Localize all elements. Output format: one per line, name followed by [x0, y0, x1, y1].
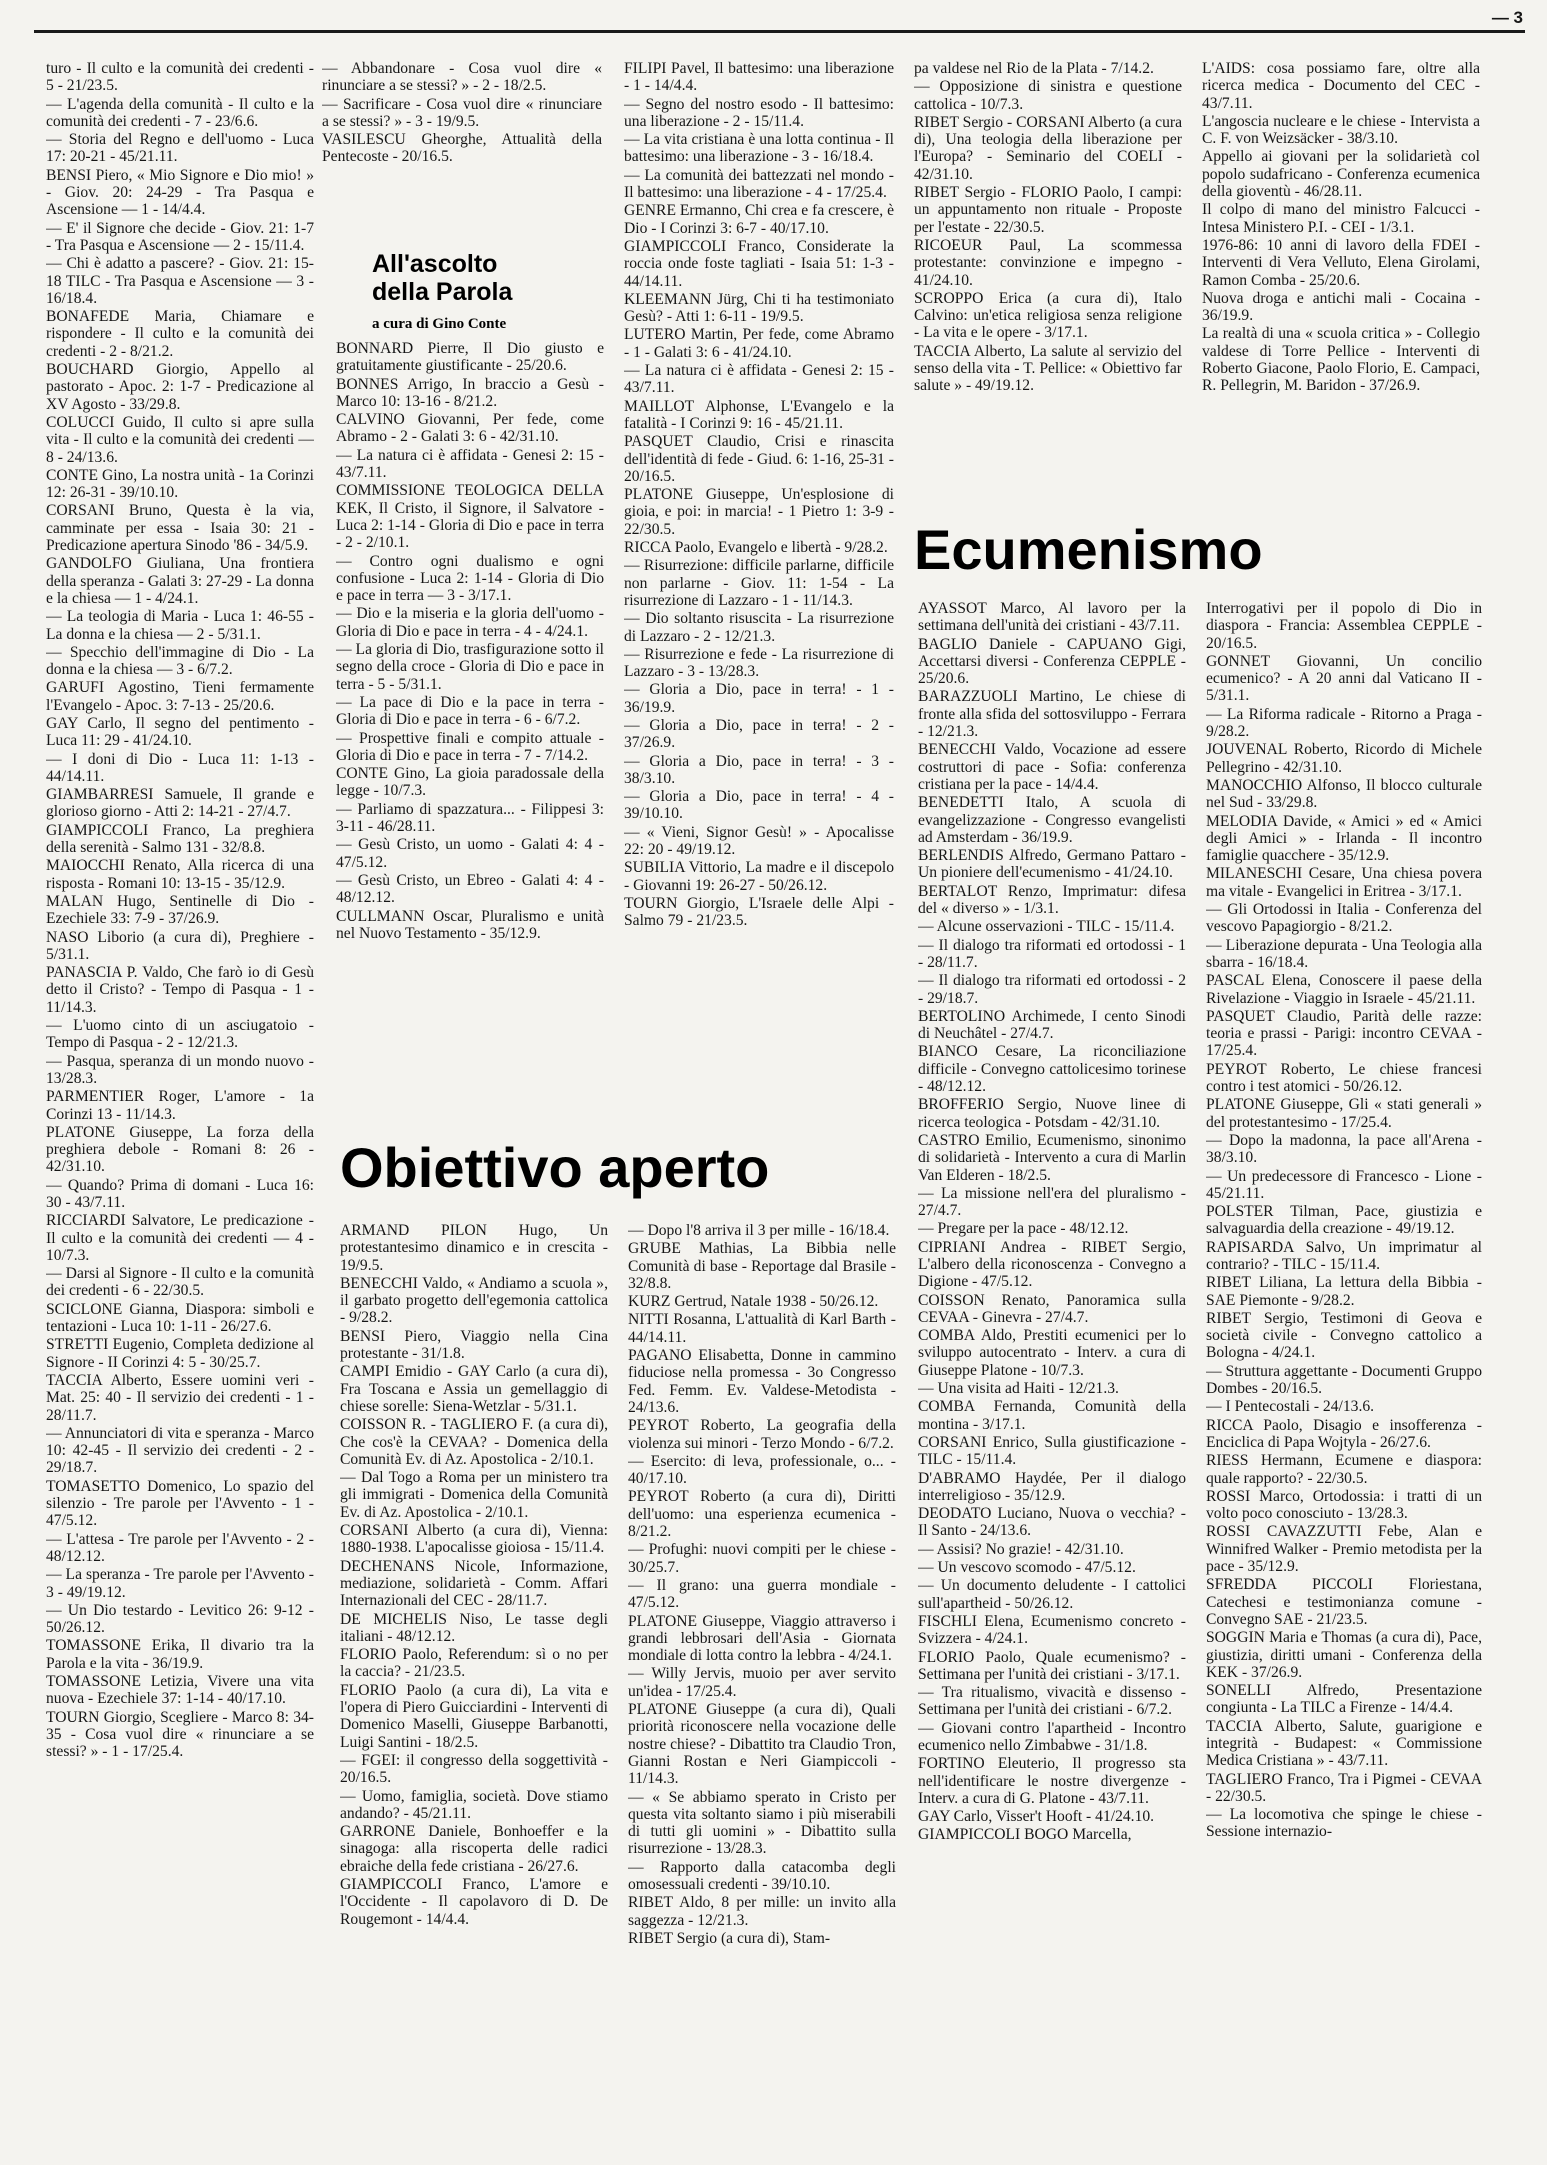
index-entry: — Opposizione di sinistra e questione cattolica - 10/7.3. — [914, 78, 1182, 113]
index-entry: ROSSI CAVAZZUTTI Febe, Alan e Winnifred Walker - Premio metodista per la pace - 35/12.9. — [1206, 1523, 1482, 1576]
index-entry: NASO Liborio (a cura di), Preghiere - 5/31.1. — [46, 928, 314, 963]
index-entry: BERTALOT Renzo, Imprimatur: difesa del « diverso » - 1/3.1. — [918, 882, 1186, 918]
index-entry: PAGANO Elisabetta, Donne in cammino fiduciose nella promessa - 3o Congresso Fed. Femm. Ev. Valdese-Metodista - 24/13.6. — [628, 1347, 896, 1416]
index-entry: TACCIA Alberto, Essere uomini veri - Mat. 25: 40 - Il servizio dei credenti - 1 - 28/11.7. — [46, 1371, 314, 1424]
index-entry: — Gloria a Dio, pace in terra! - 1 - 36/19.9. — [624, 681, 894, 716]
index-entry: MAILLOT Alphonse, L'Evangelo e la fatalità - I Corinzi 9: 16 - 45/21.11. — [624, 397, 894, 432]
index-entry: Appello ai giovani per la solidarietà col popolo sudafricano - Conferenza ecumenica della gioventù - 46/28.11. — [1202, 148, 1480, 201]
index-entry: KURZ Gertrud, Natale 1938 - 50/26.12. — [628, 1293, 879, 1311]
index-entry: — Rapporto dalla catacomba degli omosessuali credenti - 39/10.10. — [628, 1858, 896, 1893]
index-entry: KLEEMANN Jürg, Chi ti ha testimoniato Gesù? - Atti 1: 6-11 - 19/9.5. — [624, 290, 894, 326]
index-entry: BROFFERIO Sergio, Nuove linee di ricerca teologica - Potsdam - 42/31.10. — [918, 1096, 1186, 1131]
index-entry: BERLENDIS Alfredo, Germano Pattaro - Un pioniere dell'ecumenismo - 41/24.10. — [918, 847, 1186, 882]
index-entry: BARAZZUOLI Martino, Le chiese di fronte alla sfida del sottosviluppo - Ferrara - 12/21.3. — [918, 688, 1186, 741]
index-entry: TACCIA Alberto, La salute al servizio del senso della vita - T. Pellice: « Obiettivo far salute » - 49/19.12. — [914, 342, 1182, 395]
index-entry: — La missione nell'era del pluralismo - 27/4.7. — [918, 1184, 1186, 1220]
index-entry: — Storia del Regno e dell'uomo - Luca 17: 20-21 - 45/21.11. — [46, 131, 314, 166]
index-entry: COISSON R. - TAGLIERO F. (a cura di), Che cos'è la CEVAA? - Domenica della Comunità Ev. di Az. Apostolica - 2/10.1. — [340, 1416, 608, 1468]
index-entry: RAPISARDA Salvo, Un imprimatur al contrario? - TILC - 15/11.4. — [1206, 1238, 1482, 1273]
index-entry: La realtà di una « scuola critica » - Collegio valdese di Torre Pellice - Interventi di Roberto Giacone, Paolo Florio, E. Campaci, R. Pellegrin, M. Baridon - 37/26.9. — [1202, 325, 1480, 395]
index-entry: TOURN Giorgio, L'Israele delle Alpi - Salmo 79 - 21/23.5. — [624, 894, 894, 930]
index-entry: RICCA Paolo, Evangelo e libertà - 9/28.2. — [624, 539, 888, 557]
index-entry: — Parliamo di spazzatura... - Filippesi 3: 3-11 - 46/28.11. — [336, 800, 604, 836]
index-entry: CAMPI Emidio - GAY Carlo (a cura di), Fra Toscana e Assia un gemellaggio di chiese sorelle: Siena-Wetzlar - 5/31.1. — [340, 1363, 608, 1415]
index-entry: SOGGIN Maria e Thomas (a cura di), Pace, giustizia, diritti umani - Conferenza della KEK - 37/26.9. — [1206, 1629, 1482, 1681]
index-entry: GONNET Giovanni, Un concilio ecumenico? - A 20 anni dal Vaticano II - 5/31.1. — [1206, 652, 1482, 705]
index-entry: DE MICHELIS Niso, Le tasse degli italiani - 48/12.12. — [340, 1610, 608, 1645]
index-entry: CULLMANN Oscar, Pluralismo e unità nel Nuovo Testamento - 35/12.9. — [336, 907, 604, 942]
index-entry: RIESS Hermann, Ecumene e diaspora: quale rapporto? - 22/30.5. — [1206, 1452, 1482, 1487]
index-entry: GIAMPICCOLI Franco, L'amore e l'Occidente - Il capolavoro di D. De Rougemont - 14/4.4. — [340, 1875, 608, 1928]
index-entry: BAGLIO Daniele - CAPUANO Gigi, Accettarsi diversi - Conferenza CEPPLE - 25/20.6. — [918, 635, 1186, 688]
index-entry: TOMASSONE Erika, Il divario tra la Parola e la vita - 36/19.9. — [46, 1637, 314, 1672]
index-entry: pa valdese nel Rio de la Plata - 7/14.2. — [914, 60, 1154, 77]
index-entry: BENSI Piero, Viaggio nella Cina protestante - 31/1.8. — [340, 1327, 608, 1363]
index-entry: FILIPI Pavel, Il battesimo: una liberazione - 1 - 14/4.4. — [624, 60, 894, 95]
index-entry: Interrogativi per il popolo di Dio in diaspora - Francia: Assemblea CEPPLE - 20/16.5. — [1206, 600, 1482, 652]
column-ecumenismo-1 — [918, 600, 1186, 2162]
index-entry: — L'uomo cinto di un asciugatoio - Tempo di Pasqua - 2 - 12/21.3. — [46, 1017, 314, 1052]
index-entry: — Giovani contro l'apartheid - Incontro ecumenico nello Zimbabwe - 31/1.8. — [918, 1719, 1186, 1754]
index-entry: MILANESCHI Cesare, Una chiesa povera ma vitale - Evangelici in Eritrea - 3/17.1. — [1206, 865, 1482, 900]
index-entry: RIBET Sergio (a cura di), Stam- — [628, 1929, 831, 1947]
index-entry: PEYROT Roberto, La geografia della violenza sui minori - Terzo Mondo - 6/7.2. — [628, 1417, 896, 1452]
index-entry: CALVINO Giovanni, Per fede, come Abramo - 2 - Galati 3: 6 - 42/31.10. — [336, 411, 604, 446]
index-entry: FLORIO Paolo, Referendum: sì o no per la caccia? - 21/23.5. — [340, 1646, 608, 1681]
index-entry: SONELLI Alfredo, Presentazione congiunta - La TILC a Firenze - 14/4.4. — [1206, 1682, 1482, 1717]
index-entry: DEODATO Luciano, Nuova o vecchia? - Il Santo - 24/13.6. — [918, 1505, 1186, 1540]
index-entry: CORSANI Bruno, Questa è la via, camminate per essa - Isaia 30: 21 - Predicazione apertura Sinodo '86 - 34/5.9. — [46, 502, 314, 555]
index-entry: BONNES Arrigo, In braccio a Gesù - Marco 10: 13-16 - 8/21.2. — [336, 375, 604, 410]
index-entry: — L'agenda della comunità - Il culto e la comunità dei credenti - 7 - 23/6.6. — [46, 95, 314, 130]
index-entry: PLATONE Giuseppe, La forza della preghiera debole - Romani 8: 26 - 42/31.10. — [46, 1123, 314, 1176]
index-entry: JOUVENAL Roberto, Ricordo di Michele Pellegrino - 42/31.10. — [1206, 741, 1482, 776]
index-entry: — Profughi: nuovi compiti per le chiese - 30/25.7. — [628, 1541, 896, 1576]
index-entry: — Dio e la miseria e la gloria dell'uomo - Gloria di Dio e pace in terra - 4 - 4/24.1. — [336, 605, 604, 640]
section-ecumenismo-heading: Ecumenismo — [914, 518, 1263, 581]
index-entry: — Willy Jervis, muoio per aver servito un'idea - 17/25.4. — [628, 1665, 896, 1700]
index-entry: — Darsi al Signore - Il culto e la comunità dei credenti - 6 - 22/30.5. — [46, 1265, 314, 1300]
index-entry: SCROPPO Erica (a cura di), Italo Calvino: un'etica religiosa senza religione - La vita e le opere - 3/17.1. — [914, 289, 1182, 342]
index-entry: CONTE Gino, La nostra unità - 1a Corinzi 12: 26-31 - 39/10.10. — [46, 466, 314, 502]
index-entry: RIBET Sergio - CORSANI Alberto (a cura di), Una teologia della liberazione per l'Europa? - Seminario del COELI - 42/31.10. — [914, 113, 1182, 183]
index-entry: — Struttura aggettante - Documenti Gruppo Dombes - 20/16.5. — [1206, 1362, 1482, 1398]
ascolto-title-line-1: All'ascolto — [372, 250, 498, 278]
index-entry: PARMENTIER Roger, L'amore - 1a Corinzi 13 - 11/14.3. — [46, 1088, 314, 1123]
index-entry: — Gesù Cristo, un uomo - Galati 4: 4 - 47/5.12. — [336, 836, 604, 871]
index-entry: VASILESCU Gheorghe, Attualità della Pentecoste - 20/16.5. — [322, 131, 602, 166]
index-entry: — Uomo, famiglia, società. Dove stiamo andando? - 45/21.11. — [340, 1787, 608, 1822]
index-entry: PASQUET Claudio, Parità delle razze: teoria e prassi - Parigi: incontro CEVAA - 17/25.4. — [1206, 1007, 1482, 1060]
index-entry: PASCAL Elena, Conoscere il paese della Rivelazione - Viaggio in Israele - 45/21.11. — [1206, 972, 1482, 1007]
index-entry: — Un Dio testardo - Levitico 26: 9-12 - 50/26.12. — [46, 1601, 314, 1637]
index-entry: — Specchio dell'immagine di Dio - La donna e la chiesa — 3 - 6/7.2. — [46, 643, 314, 679]
index-entry: — I doni di Dio - Luca 11: 1-13 - 44/14.11. — [46, 750, 314, 785]
index-entry: SFREDDA PICCOLI Floriestana, Catechesi e testimonianza comune - Convegno SAE - 21/23.5. — [1206, 1576, 1482, 1628]
index-entry: PLATONE Giuseppe, Un'esplosione di gioia, e poi: in marcia! - 1 Pietro 1: 3-9 - 22/30.5. — [624, 486, 894, 538]
column-ascolto-2 — [336, 340, 604, 1160]
index-entry: — Un vescovo scomodo - 47/5.12. — [918, 1559, 1136, 1577]
index-entry: SUBILIA Vittorio, La madre e il discepolo - Giovanni 19: 26-27 - 50/26.12. — [624, 859, 894, 894]
index-entry: — I Pentecostali - 24/13.6. — [1206, 1398, 1375, 1416]
index-entry: — Gloria a Dio, pace in terra! - 3 - 38/3.10. — [624, 752, 894, 787]
column-ascolto-2-top — [322, 60, 602, 235]
index-entry: RIBET Liliana, La lettura della Bibbia - SAE Piemonte - 9/28.2. — [1206, 1274, 1482, 1309]
index-entry: — Chi è adatto a pascere? - Giov. 21: 15-18 TILC - Tra Pasqua e Ascensione — 3 - 16/18.4. — [46, 255, 314, 307]
top-rule — [34, 30, 1525, 33]
index-entry: — La natura ci è affidata - Genesi 2: 15 - 43/7.11. — [336, 446, 604, 482]
index-entry: COMBA Fernanda, Comunità della montina - 3/17.1. — [918, 1398, 1186, 1433]
index-entry: L'angoscia nucleare e le chiese - Intervista a C. F. von Weizsäcker - 38/3.10. — [1202, 112, 1480, 148]
index-entry: FISCHLI Elena, Ecumenismo concreto - Svizzera - 4/24.1. — [918, 1612, 1186, 1648]
index-entry: — Gesù Cristo, un Ebreo - Galati 4: 4 - 48/12.12. — [336, 871, 604, 907]
index-entry: TAGLIERO Franco, Tra i Pigmei - CEVAA - 22/30.5. — [1206, 1770, 1482, 1805]
index-entry: GIAMPICCOLI Franco, La preghiera della serenità - Salmo 131 - 32/8.8. — [46, 821, 314, 857]
index-entry: PASQUET Claudio, Crisi e rinascita dell'identità di fede - Giud. 6: 1-16, 25-31 - 20/16.5. — [624, 433, 894, 485]
index-entry: MANOCCHIO Alfonso, Il blocco culturale nel Sud - 33/29.8. — [1206, 776, 1482, 812]
index-entry: — La Riforma radicale - Ritorno a Praga - 9/28.2. — [1206, 705, 1482, 741]
index-entry: COLUCCI Guido, Il culto si apre sulla vita - Il culto e la comunità dei credenti — 8 - 24/13.6. — [46, 413, 314, 466]
index-entry: — « Se abbiamo sperato in Cristo per questa vita soltanto siamo i più miserabili di tutti gli uomini » - Dibattito sulla risurrezione - 13/28.3. — [628, 1788, 896, 1858]
index-entry: CORSANI Alberto (a cura di), Vienna: 1880-1938. L'apocalisse gioiosa - 15/11.4. — [340, 1522, 608, 1557]
index-entry: STRETTI Eugenio, Completa dedizione al Signore - II Corinzi 4: 5 - 30/25.7. — [46, 1336, 314, 1371]
ascolto-title-line-2: della Parola — [372, 278, 513, 306]
index-entry: Nuova droga e antichi mali - Cocaina - 36/19.9. — [1202, 289, 1480, 325]
index-entry: — L'attesa - Tre parole per l'Avvento - 2 - 48/12.12. — [46, 1530, 314, 1565]
index-entry: TACCIA Alberto, Salute, guarigione e integrità - Budapest: « Commissione Medica Cristiana » - 43/7.11. — [1206, 1717, 1482, 1770]
index-entry: FORTINO Eleuterio, Il progresso sta nell'identificare le nostre divergenze - Interv. a cura di G. Platone - 43/7.11. — [918, 1755, 1186, 1807]
index-entry: — La comunità dei battezzati nel mondo - Il battesimo: una liberazione - 4 - 17/25.4. — [624, 166, 894, 202]
index-entry: FLORIO Paolo, Quale ecumenismo? - Settimana per l'unità dei cristiani - 3/17.1. — [918, 1648, 1186, 1683]
index-entry: CIPRIANI Andrea - RIBET Sergio, L'albero della riconoscenza - Convegno a Digione - 47/5.12. — [918, 1238, 1186, 1291]
index-entry: 1976-86: 10 anni di lavoro della FDEI - Interventi di Vera Velluto, Elena Girolami, Ramon Comba - 25/20.6. — [1202, 236, 1480, 289]
index-entry: BENECCHI Valdo, « Andiamo a scuola », il garbato progetto dell'egemonia cattolica - 9/28.2. — [340, 1274, 608, 1327]
index-entry: — Gloria a Dio, pace in terra! - 2 - 37/26.9. — [624, 716, 894, 752]
index-entry: LUTERO Martin, Per fede, come Abramo - 1 - Galati 3: 6 - 41/24.10. — [624, 326, 894, 361]
ascolto-credit: a cura di Gino Conte — [372, 316, 507, 332]
index-entry: BONNARD Pierre, Il Dio giusto e gratuitamente giustificante - 25/20.6. — [336, 340, 604, 375]
index-entry: SCICLONE Gianna, Diaspora: simboli e tentazioni - Luca 10: 1-11 - 26/27.6. — [46, 1300, 314, 1336]
index-entry: Il colpo di mano del ministro Falcucci - Intesa Ministero P.I. - CEI - 1/3.1. — [1202, 201, 1480, 236]
index-entry: COISSON Renato, Panoramica sulla CEVAA - Ginevra - 27/4.7. — [918, 1291, 1186, 1326]
index-entry: GIAMPICCOLI BOGO Marcella, — [918, 1826, 1132, 1844]
index-entry: — Segno del nostro esodo - Il battesimo: una liberazione - 2 - 15/11.4. — [624, 95, 894, 130]
index-entry: — Il grano: una guerra mondiale - 47/5.12. — [628, 1576, 896, 1612]
index-entry: — Alcune osservazioni - TILC - 15/11.4. — [918, 918, 1175, 936]
index-entry: — Abbandonare - Cosa vuol dire « rinunciare a se stessi? » - 2 - 18/2.5. — [322, 60, 602, 95]
column-obiettivo-1 — [340, 1222, 608, 2162]
index-entry: RICOEUR Paul, La scommessa protestante: convinzione e impegno - 41/24.10. — [914, 236, 1182, 289]
index-entry: ROSSI Marco, Ortodossia: i tratti di un volto poco conosciuto - 13/28.3. — [1206, 1487, 1482, 1523]
index-entry: GENRE Ermanno, Chi crea e fa crescere, è Dio - I Corinzi 3: 6-7 - 40/17.10. — [624, 202, 894, 237]
index-entry: PEYROT Roberto, Le chiese francesi contro i test atomici - 50/26.12. — [1206, 1060, 1482, 1096]
index-entry: GARRONE Daniele, Bonhoeffer e la sinagoga: alla riscoperta delle radici ebraiche della fede cristiana - 26/27.6. — [340, 1823, 608, 1875]
index-entry: CONTE Gino, La gioia paradossale della legge - 10/7.3. — [336, 765, 604, 800]
index-entry: — Contro ogni dualismo e ogni confusione - Luca 2: 1-14 - Gloria di Dio e pace in terra — 3 - 3/17.1. — [336, 552, 604, 605]
index-entry: — Dal Togo a Roma per un ministero tra gli immigrati - Domenica della Comunità Ev. di Az. Apostolica - 2/10.1. — [340, 1469, 608, 1521]
index-entry: BENSI Piero, « Mio Signore e Dio mio! » - Giov. 20: 24-29 - Tra Pasqua e Ascensione — 1 - 14/4.4. — [46, 166, 314, 219]
section-ascolto-heading — [372, 250, 602, 333]
index-entry: — Una visita ad Haiti - 12/21.3. — [918, 1380, 1119, 1398]
index-entry: BERTOLINO Archimede, I cento Sinodi di Neuchâtel - 27/4.7. — [918, 1007, 1186, 1043]
index-entry: TOMASSONE Letizia, Vivere una vita nuova - Ezechiele 37: 1-14 - 40/17.10. — [46, 1673, 314, 1708]
index-entry: PLATONE Giuseppe (a cura di), Quali priorità riconoscere nella vocazione delle nostre chiese? - Dibattito tra Claudio Tron, Gianni Rostan e Neri Giampiccoli - 11/14.3. — [628, 1701, 896, 1788]
index-entry: FLORIO Paolo (a cura di), La vita e l'opera di Piero Guicciardini - Interventi di Domenico Maselli, Giuseppe Barbanotti, Luigi Santini - 18/2.5. — [340, 1681, 608, 1751]
index-entry: — La speranza - Tre parole per l'Avvento - 3 - 49/19.12. — [46, 1566, 314, 1601]
index-entry: — Annunciatori di vita e speranza - Marco 10: 42-45 - Il servizio dei credenti - 2 - 29/18.7. — [46, 1424, 314, 1477]
index-entry: — Esercito: di leva, professionale, o... - 40/17.10. — [628, 1452, 896, 1488]
column-ecumenismo-2 — [1206, 600, 1482, 2162]
index-entry: BENEDETTI Italo, A scuola di evangelizzazione - Congresso evangelisti ad Amsterdam - 36/19.9. — [918, 794, 1186, 846]
index-entry: — Il dialogo tra riformati ed ortodossi - 1 - 28/11.7. — [918, 936, 1186, 971]
index-entry: — Dio soltanto risuscita - La risurrezione di Lazzaro - 2 - 12/21.3. — [624, 610, 894, 645]
index-entry: RIBET Aldo, 8 per mille: un invito alla saggezza - 12/21.3. — [628, 1894, 896, 1929]
index-entry: — « Vieni, Signor Gesù! » - Apocalisse 22: 20 - 49/19.12. — [624, 823, 894, 859]
section-obiettivo-heading: Obiettivo aperto — [340, 1136, 770, 1199]
index-entry: PLATONE Giuseppe, Gli « stati generali » del protestantesimo - 17/25.4. — [1206, 1096, 1482, 1131]
index-entry: — Dopo l'8 arriva il 3 per mille - 16/18.4. — [628, 1222, 890, 1239]
index-entry: — Tra ritualismo, vivacità e dissenso - Settimana per l'unità dei cristiani - 6/7.2. — [918, 1684, 1186, 1719]
index-entry: GAY Carlo, Il segno del pentimento - Luca 11: 29 - 41/24.10. — [46, 714, 314, 750]
index-entry: GARUFI Agostino, Tieni fermamente l'Evangelo - Apoc. 3: 7-13 - 25/20.6. — [46, 679, 314, 714]
index-entry: GIAMBARRESI Samuele, Il grande e glorioso giorno - Atti 2: 14-21 - 27/4.7. — [46, 786, 314, 821]
index-entry: AYASSOT Marco, Al lavoro per la settimana dell'unità dei cristiani - 43/7.11. — [918, 600, 1186, 635]
index-entry: BIANCO Cesare, La riconciliazione difficile - Convegno cattolicesimo torinese - 48/12.12. — [918, 1043, 1186, 1096]
page-number: — 3 — [1491, 8, 1523, 27]
index-entry: MELODIA Davide, « Amici » ed « Amici degli Amici » - Irlanda - Il incontro famiglie quacchere - 35/12.9. — [1206, 812, 1482, 865]
index-entry: CORSANI Enrico, Sulla giustificazione - TILC - 15/11.4. — [918, 1433, 1186, 1469]
index-entry: — Pasqua, speranza di un mondo nuovo - 13/28.3. — [46, 1052, 314, 1087]
index-entry: — La natura ci è affidata - Genesi 2: 15 - 43/7.11. — [624, 362, 894, 397]
column-ascolto-1 — [46, 60, 314, 2160]
index-entry: TOURN Giorgio, Scegliere - Marco 8: 34-35 - Cosa vuol dire « rinunciare a se stessi? » - 1 - 17/25.4. — [46, 1708, 314, 1761]
index-entry: — La vita cristiana è una lotta continua - Il battesimo: una liberazione - 3 - 16/18.4. — [624, 131, 894, 166]
index-entry: — La teologia di Maria - Luca 1: 46-55 - La donna e la chiesa — 2 - 5/31.1. — [46, 608, 314, 643]
index-entry: — Quando? Prima di domani - Luca 16: 30 - 43/7.11. — [46, 1176, 314, 1211]
column-obiettivo-2 — [628, 1222, 896, 2162]
index-entry: L'AIDS: cosa possiamo fare, oltre alla ricerca medica - Documento del CEC - 43/7.11. — [1202, 60, 1480, 112]
index-entry: BONAFEDE Maria, Chiamare e rispondere - Il culto e la comunità dei credenti - 2 - 8/21.2. — [46, 308, 314, 360]
index-entry: GANDOLFO Giuliana, Una frontiera della speranza - Galati 3: 27-29 - La donna e la chiesa — 1 - 4/24.1. — [46, 555, 314, 607]
index-entry: — Assisi? No grazie! - 42/31.10. — [918, 1540, 1124, 1558]
index-entry: — Il dialogo tra riformati ed ortodossi - 2 - 29/18.7. — [918, 972, 1186, 1007]
index-entry: — Dopo la madonna, la pace all'Arena - 38/3.10. — [1206, 1131, 1482, 1167]
index-entry: GRUBE Mathias, La Bibbia nelle Comunità di base - Reportage dal Brasile - 32/8.8. — [628, 1240, 896, 1292]
index-entry: — La locomotiva che spinge le chiese - Sessione internazio- — [1206, 1806, 1482, 1841]
index-entry: MAIOCCHI Renato, Alla ricerca di una risposta - Romani 10: 13-15 - 35/12.9. — [46, 857, 314, 892]
index-entry: RICCIARDI Salvatore, Le predicazione - Il culto e la comunità dei credenti — 4 - 10/7.3. — [46, 1212, 314, 1264]
index-entry: — Risurrezione: difficile parlarne, difficile non parlarne - Giov. 11: 1-54 - La risurrezione di Lazzaro - 1 - 11/14.3. — [624, 557, 894, 609]
column-ascolto-3 — [624, 60, 894, 1140]
index-entry: — Risurrezione e fede - La risurrezione di Lazzaro - 3 - 13/28.3. — [624, 645, 894, 681]
index-entry: PANASCIA P. Valdo, Che farò io di Gesù detto il Cristo? - Tempo di Pasqua - 1 - 11/14.3. — [46, 964, 314, 1016]
index-entry: POLSTER Tilman, Pace, giustizia e salvaguardia della creazione - 49/19.12. — [1206, 1203, 1482, 1238]
index-entry: — Pregare per la pace - 48/12.12. — [918, 1220, 1129, 1238]
index-entry: NITTI Rosanna, L'attualità di Karl Barth - 44/14.11. — [628, 1311, 896, 1346]
index-entry: — Gloria a Dio, pace in terra! - 4 - 39/10.10. — [624, 788, 894, 823]
index-entry: BENECCHI Valdo, Vocazione ad essere costruttori di pace - Sofia: conferenza cristiana per la pace - 14/4.4. — [918, 741, 1186, 793]
index-entry: — La pace di Dio e la pace in terra - Gloria di Dio e pace in terra - 6 - 6/7.2. — [336, 693, 604, 729]
index-entry: — La gloria di Dio, trasfigurazione sotto il segno della croce - Gloria di Dio e pace in terra - 5 - 5/31.1. — [336, 641, 604, 693]
index-entry: — Liberazione depurata - Una Teologia alla sbarra - 16/18.4. — [1206, 936, 1482, 971]
index-entry: TOMASETTO Domenico, Lo spazio del silenzio - Tre parole per l'Avvento - 1 - 47/5.12. — [46, 1477, 314, 1530]
index-entry: — Un predecessore di Francesco - Lione - 45/21.11. — [1206, 1167, 1482, 1202]
index-entry: RIBET Sergio, Testimoni di Geova e società civile - Convegno cattolico a Bologna - 4/24.1. — [1206, 1309, 1482, 1362]
column-obiettivo-top-1 — [914, 60, 1182, 530]
index-entry: — E' il Signore che decide - Giov. 21: 1-7 - Tra Pasqua e Ascensione — 2 - 15/11.4. — [46, 219, 314, 254]
index-entry: D'ABRAMO Haydée, Per il dialogo interreligioso - 35/12.9. — [918, 1469, 1186, 1504]
index-entry: COMMISSIONE TEOLOGICA DELLA KEK, Il Cristo, il Signore, il Salvatore - Luca 2: 1-14 - Gloria di Dio e pace in terra - 2 - 2/10.1. — [336, 482, 604, 552]
index-entry: ARMAND PILON Hugo, Un protestantesimo dinamico e in crescita - 19/9.5. — [340, 1222, 608, 1274]
index-entry: turo - Il culto e la comunità dei credenti - 5 - 21/23.5. — [46, 60, 314, 95]
index-entry: COMBA Aldo, Prestiti ecumenici per lo sviluppo autocentrato - Interv. a cura di Giuseppe Platone - 10/7.3. — [918, 1327, 1186, 1379]
index-entry: — Gli Ortodossi in Italia - Conferenza del vescovo Papagiorgio - 8/21.2. — [1206, 901, 1482, 936]
index-entry: — Prospettive finali e compito attuale - Gloria di Dio e pace in terra - 7 - 7/14.2. — [336, 729, 604, 764]
index-entry: — FGEI: il congresso della soggettività - 20/16.5. — [340, 1751, 608, 1787]
index-entry: GIAMPICCOLI Franco, Considerate la roccia onde foste tagliati - Isaia 51: 1-3 - 44/14.11. — [624, 237, 894, 290]
index-entry: BOUCHARD Giorgio, Appello al pastorato - Apoc. 2: 1-7 - Predicazione al XV Agosto - 33/29.8. — [46, 361, 314, 413]
column-obiettivo-top-2 — [1202, 60, 1480, 530]
index-entry: PLATONE Giuseppe, Viaggio attraverso i grandi lebbrosari dell'Asia - Giornata mondiale di lotta contro la lebbra - 4/24.1. — [628, 1612, 896, 1665]
index-entry: — Un documento deludente - I cattolici sull'apartheid - 50/26.12. — [918, 1577, 1186, 1612]
index-entry: PEYROT Roberto (a cura di), Diritti dell'uomo: una esperienza ecumenica - 8/21.2. — [628, 1488, 896, 1541]
index-entry: — Sacrificare - Cosa vuol dire « rinunciare a se stessi? » - 3 - 19/9.5. — [322, 95, 602, 130]
index-entry: DECHENANS Nicole, Informazione, mediazione, solidarietà - Comm. Affari Internazionali del CEC - 28/11.7. — [340, 1557, 608, 1610]
index-entry: MALAN Hugo, Sentinelle di Dio - Ezechiele 33: 7-9 - 37/26.9. — [46, 892, 314, 928]
index-entry: RICCA Paolo, Disagio e insofferenza - Enciclica di Papa Wojtyla - 26/27.6. — [1206, 1416, 1482, 1451]
index-entry: GAY Carlo, Visser't Hooft - 41/24.10. — [918, 1808, 1155, 1826]
index-entry: CASTRO Emilio, Ecumenismo, sinonimo di solidarietà - Intervento a cura di Marlin Van Elderen - 18/2.5. — [918, 1131, 1186, 1184]
index-entry: RIBET Sergio - FLORIO Paolo, I campi: un appuntamento non rituale - Proposte per l'estate - 22/30.5. — [914, 184, 1182, 236]
